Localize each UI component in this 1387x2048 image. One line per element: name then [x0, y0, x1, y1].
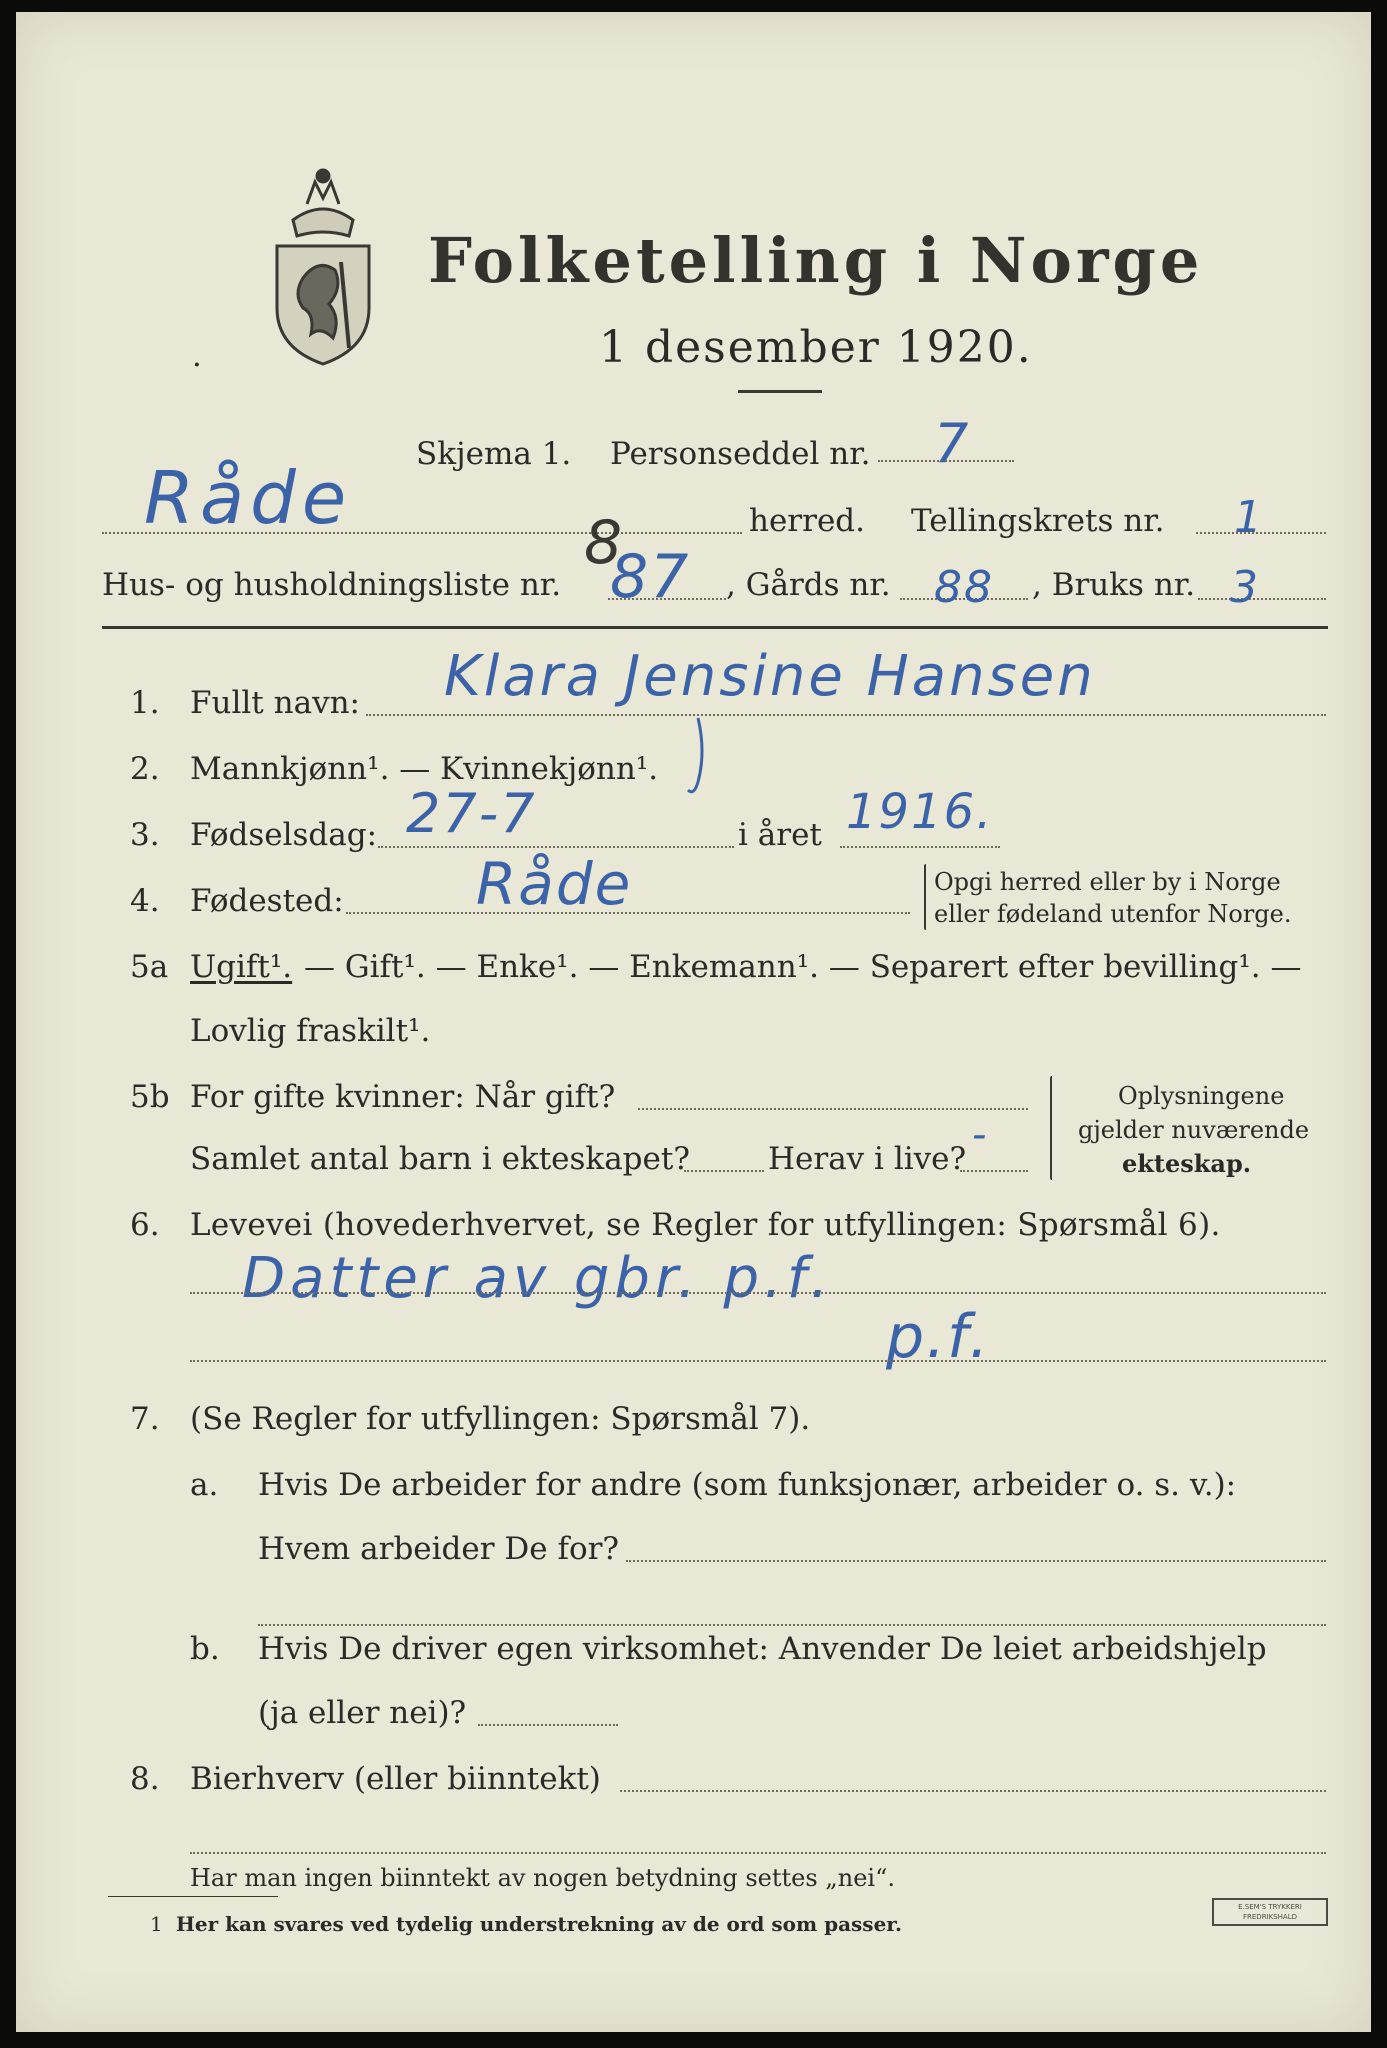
q7a-letter: a.	[190, 1467, 219, 1503]
marital-ugift-option[interactable]: Ugift¹.	[190, 949, 293, 985]
q4-number: 4.	[130, 883, 160, 919]
q7b-text: Hvis De driver egen virksomhet: Anvender De leiet arbeidshjelp	[258, 1631, 1267, 1667]
birthdate-value: 27-7	[406, 782, 537, 845]
q7b-hired-help-label: (ja eller nei)?	[258, 1695, 467, 1731]
full-name-value: Klara Jensine Hansen	[444, 644, 1096, 709]
personseddel-label: Personseddel nr.	[610, 436, 871, 472]
printer-stamp	[1212, 1898, 1328, 1926]
herred-field[interactable]	[102, 532, 742, 534]
q4-note-line2: eller fødeland utenfor Norge.	[934, 900, 1292, 928]
bruks-label: , Bruks nr.	[1032, 567, 1196, 603]
q5b-alive-label: Herav i live?	[768, 1141, 967, 1177]
printer-stamp-line1: E.SEM'S TRYKKERI	[1238, 1903, 1302, 1911]
q5b-note-line2: gjelder nuværende	[1078, 1116, 1310, 1144]
kommune-number: 8	[584, 508, 625, 578]
husholdning-label: Hus- og husholdningsliste nr.	[102, 567, 562, 603]
q3-year-label: i året	[738, 817, 822, 853]
q5b-note-line1: Oplysningene	[1118, 1082, 1285, 1110]
q4-brace	[924, 864, 926, 930]
q8-label: Bierhverv (eller biinntekt)	[190, 1761, 601, 1797]
q3-label: Fødselsdag:	[190, 817, 378, 853]
printer-stamp-line2: FREDRIKSHALD	[1242, 1913, 1297, 1921]
female-selected-mark	[676, 712, 716, 802]
q8-number: 8.	[130, 1761, 160, 1797]
birthplace-value: Råde	[476, 850, 633, 918]
full-name-field[interactable]	[366, 714, 1326, 716]
q5b-brace	[1050, 1076, 1052, 1180]
census-form-sheet	[16, 12, 1371, 2032]
q3-number: 3.	[130, 817, 160, 853]
marital-other-options[interactable]: — Gift¹. — Enke¹. — Enkemann¹. — Separert efter bevilling¹. —	[304, 949, 1302, 985]
footnote-rule	[108, 1896, 278, 1897]
sex-female-option[interactable]: Kvinnekjønn¹.	[440, 751, 659, 787]
q7-label: (Se Regler for utfyllingen: Spørsmål 7).	[190, 1401, 811, 1437]
sex-male-option[interactable]: Mannkjønn¹. —	[190, 751, 431, 787]
q7-number: 7.	[130, 1401, 160, 1437]
birth-year-value: 1916.	[846, 784, 994, 840]
q6-label: Levevei (hovederhvervet, se Regler for utfyllingen: Spørsmål 6).	[190, 1207, 1221, 1243]
norway-coat-of-arms-icon	[263, 158, 383, 368]
tellingskrets-value: 1	[1234, 492, 1264, 543]
employer-field-line2[interactable]	[258, 1624, 1326, 1626]
title-divider	[738, 390, 822, 393]
skjema-label: Skjema 1.	[416, 436, 572, 472]
hired-help-field[interactable]	[478, 1724, 618, 1726]
q5b-children-label: Samlet antal barn i ekteskapet?	[190, 1141, 690, 1177]
gards-label: , Gårds nr.	[726, 567, 891, 603]
header-rule	[102, 626, 1328, 629]
personseddel-value: 7	[934, 412, 971, 475]
occupation-field-line1[interactable]	[190, 1292, 1326, 1294]
q7a-employer-label: Hvem arbeider De for?	[258, 1531, 620, 1567]
side-income-note: Har man ingen biinntekt av nogen betydning settes „nei“.	[190, 1864, 895, 1892]
side-income-field-line1[interactable]	[620, 1790, 1326, 1792]
herred-value: Råde	[144, 456, 353, 540]
birthdate-field[interactable]	[378, 846, 734, 848]
marital-fraskilt-option[interactable]: Lovlig fraskilt¹.	[190, 1013, 431, 1049]
children-alive-field[interactable]	[960, 1170, 1028, 1172]
married-when-field[interactable]	[638, 1108, 1028, 1110]
children-total-field[interactable]	[684, 1170, 764, 1172]
q7b-letter: b.	[190, 1631, 220, 1667]
q5b-note-line3: ekteskap.	[1122, 1149, 1252, 1178]
census-date: 1 desember 1920.	[599, 322, 1033, 373]
herred-label: herred.	[749, 503, 865, 539]
q4-label: Fødested:	[190, 883, 344, 919]
q5b-married-label: For gifte kvinner: Når gift?	[190, 1079, 616, 1115]
footnote-mark: 1	[150, 1912, 163, 1936]
occupation-value-line2: p.f.	[886, 1302, 991, 1372]
q1-number: 1.	[130, 685, 160, 721]
q7a-text: Hvis De arbeider for andre (som funksjonær, arbeider o. s. v.):	[258, 1467, 1237, 1503]
q5a-number: 5a	[130, 949, 169, 985]
husholdning-value: 87	[610, 542, 691, 612]
q2-number: 2.	[130, 751, 160, 787]
q4-note-line1: Opgi herred eller by i Norge	[934, 868, 1281, 896]
q6-number: 6.	[130, 1207, 160, 1243]
children-alive-value: -	[972, 1112, 989, 1158]
bruks-field[interactable]	[1198, 598, 1326, 600]
dot-mark: ·	[192, 347, 202, 383]
occupation-value-line1: Datter av gbr. p.f.	[242, 1246, 834, 1311]
occupation-field-line2[interactable]	[190, 1360, 1326, 1362]
q1-label: Fullt navn:	[190, 685, 360, 721]
employer-field-line1[interactable]	[626, 1560, 1326, 1562]
footnote-text: Her kan svares ved tydelig understrekning av de ord som passer.	[176, 1912, 902, 1936]
gards-value: 88	[934, 562, 994, 613]
q5b-number: 5b	[130, 1079, 170, 1115]
form-title: Folketelling i Norge	[428, 224, 1204, 297]
bruks-value: 3	[1230, 562, 1260, 613]
tellingskrets-label: Tellingskrets nr.	[911, 503, 1165, 539]
side-income-field-line2[interactable]	[190, 1852, 1326, 1854]
birth-year-field[interactable]	[840, 846, 1000, 848]
